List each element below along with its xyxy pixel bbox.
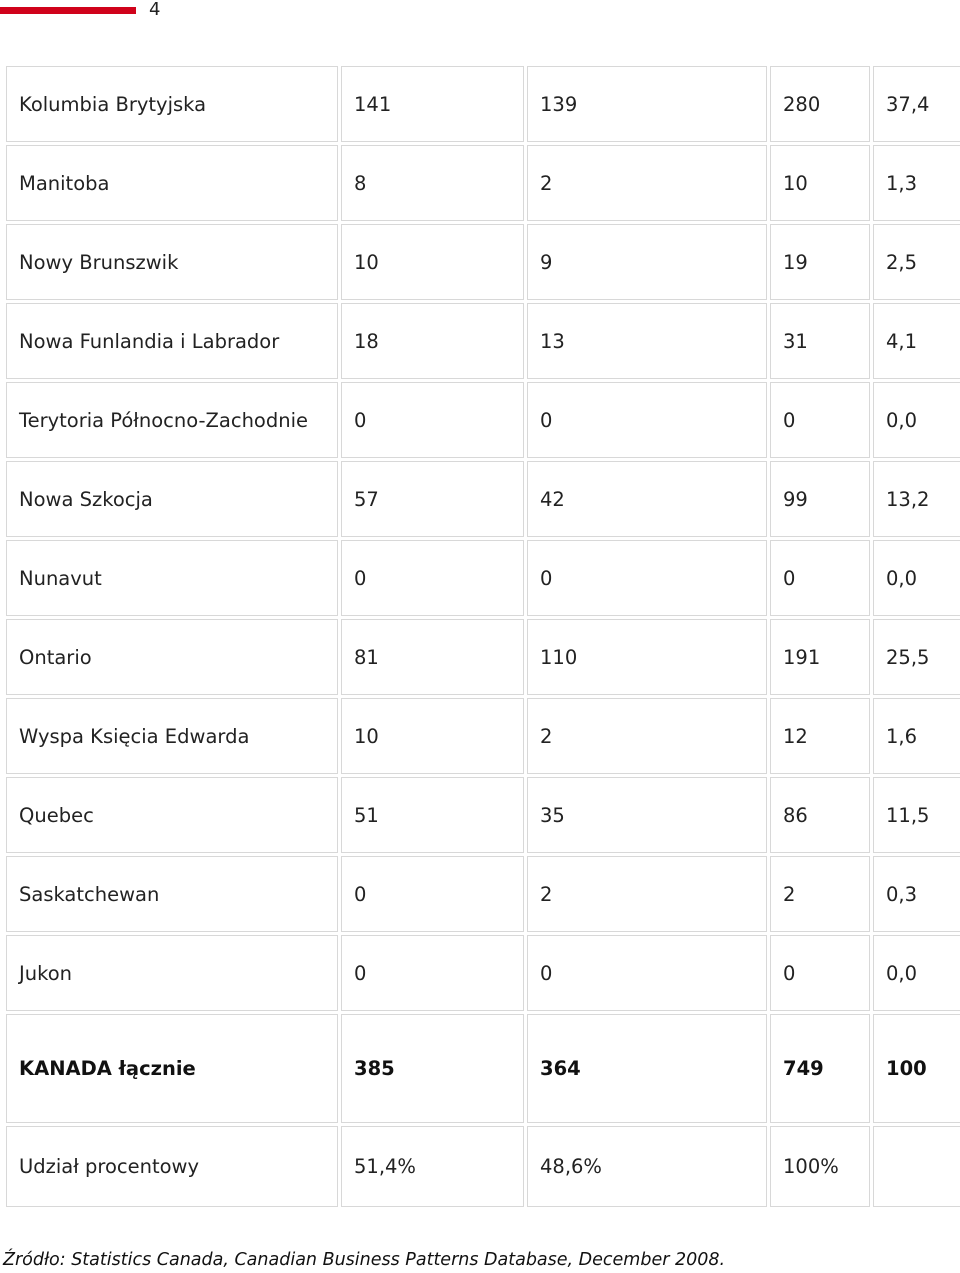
province-name-cell: Nowa Szkocja xyxy=(6,461,338,537)
value-cell: 10 xyxy=(341,698,524,774)
value-cell: 2 xyxy=(770,856,870,932)
table-row xyxy=(6,698,960,774)
percent-cell: 0,3 xyxy=(873,856,960,932)
percent-cell: 0,0 xyxy=(873,540,960,616)
total-value-cell: 749 xyxy=(770,1014,870,1123)
value-cell: 0 xyxy=(527,540,767,616)
value-cell: 110 xyxy=(527,619,767,695)
total-value-cell: 364 xyxy=(527,1014,767,1123)
value-cell: 57 xyxy=(341,461,524,537)
value-cell: 9 xyxy=(527,224,767,300)
value-cell: 31 xyxy=(770,303,870,379)
share-value-cell: 51,4% xyxy=(341,1126,524,1207)
total-percent-cell: 100 xyxy=(873,1014,960,1123)
province-name-cell: Jukon xyxy=(6,935,338,1011)
table-row xyxy=(6,935,960,1011)
source-note: Źródło: Statistics Canada, Canadian Business Patterns Database, December 2008. xyxy=(3,1250,726,1270)
total-value-cell: 385 xyxy=(341,1014,524,1123)
value-cell: 8 xyxy=(341,145,524,221)
table-row xyxy=(6,777,960,853)
table-row xyxy=(6,856,960,932)
value-cell: 19 xyxy=(770,224,870,300)
value-cell: 2 xyxy=(527,145,767,221)
value-cell: 10 xyxy=(341,224,524,300)
percent-cell: 0,0 xyxy=(873,935,960,1011)
table-row xyxy=(6,66,960,142)
percent-cell: 4,1 xyxy=(873,303,960,379)
percent-cell: 1,6 xyxy=(873,698,960,774)
value-cell: 0 xyxy=(341,382,524,458)
value-cell: 51 xyxy=(341,777,524,853)
province-name-cell: Nowy Brunszwik xyxy=(6,224,338,300)
value-cell: 12 xyxy=(770,698,870,774)
value-cell: 0 xyxy=(527,935,767,1011)
header-accent-bar xyxy=(0,7,136,14)
value-cell: 191 xyxy=(770,619,870,695)
value-cell: 86 xyxy=(770,777,870,853)
value-cell: 42 xyxy=(527,461,767,537)
province-name-cell: Nowa Funlandia i Labrador xyxy=(6,303,338,379)
table-row xyxy=(6,303,960,379)
value-cell: 13 xyxy=(527,303,767,379)
value-cell: 0 xyxy=(770,382,870,458)
province-name-cell: Nunavut xyxy=(6,540,338,616)
table-row xyxy=(6,224,960,300)
percent-cell: 2,5 xyxy=(873,224,960,300)
share-label-cell: Udział procentowy xyxy=(6,1126,338,1207)
value-cell: 0 xyxy=(341,856,524,932)
percent-cell: 1,3 xyxy=(873,145,960,221)
province-statistics-table xyxy=(3,63,960,1210)
page-number: 4 xyxy=(149,0,161,20)
percent-cell: 13,2 xyxy=(873,461,960,537)
value-cell: 10 xyxy=(770,145,870,221)
share-value-cell: 48,6% xyxy=(527,1126,767,1207)
value-cell: 99 xyxy=(770,461,870,537)
province-name-cell: Ontario xyxy=(6,619,338,695)
province-name-cell: Manitoba xyxy=(6,145,338,221)
value-cell: 18 xyxy=(341,303,524,379)
value-cell: 0 xyxy=(341,935,524,1011)
province-name-cell: Wyspa Księcia Edwarda xyxy=(6,698,338,774)
table-row xyxy=(6,382,960,458)
table-row xyxy=(6,461,960,537)
share-row xyxy=(6,1126,960,1207)
province-name-cell: Quebec xyxy=(6,777,338,853)
province-name-cell: Terytoria Północno-Zachodnie xyxy=(6,382,338,458)
value-cell: 0 xyxy=(527,382,767,458)
percent-cell: 37,4 xyxy=(873,66,960,142)
table-row xyxy=(6,145,960,221)
total-label-cell: KANADA łącznie xyxy=(6,1014,338,1123)
total-row xyxy=(6,1014,960,1123)
value-cell: 2 xyxy=(527,856,767,932)
share-value-cell: 100% xyxy=(770,1126,870,1207)
value-cell: 141 xyxy=(341,66,524,142)
percent-cell: 0,0 xyxy=(873,382,960,458)
value-cell: 35 xyxy=(527,777,767,853)
table-row xyxy=(6,540,960,616)
value-cell: 139 xyxy=(527,66,767,142)
value-cell: 81 xyxy=(341,619,524,695)
province-name-cell: Kolumbia Brytyjska xyxy=(6,66,338,142)
value-cell: 2 xyxy=(527,698,767,774)
percent-cell: 11,5 xyxy=(873,777,960,853)
value-cell: 0 xyxy=(341,540,524,616)
table-row xyxy=(6,619,960,695)
value-cell: 0 xyxy=(770,540,870,616)
share-empty-cell xyxy=(873,1126,960,1207)
province-name-cell: Saskatchewan xyxy=(6,856,338,932)
value-cell: 0 xyxy=(770,935,870,1011)
value-cell: 280 xyxy=(770,66,870,142)
percent-cell: 25,5 xyxy=(873,619,960,695)
